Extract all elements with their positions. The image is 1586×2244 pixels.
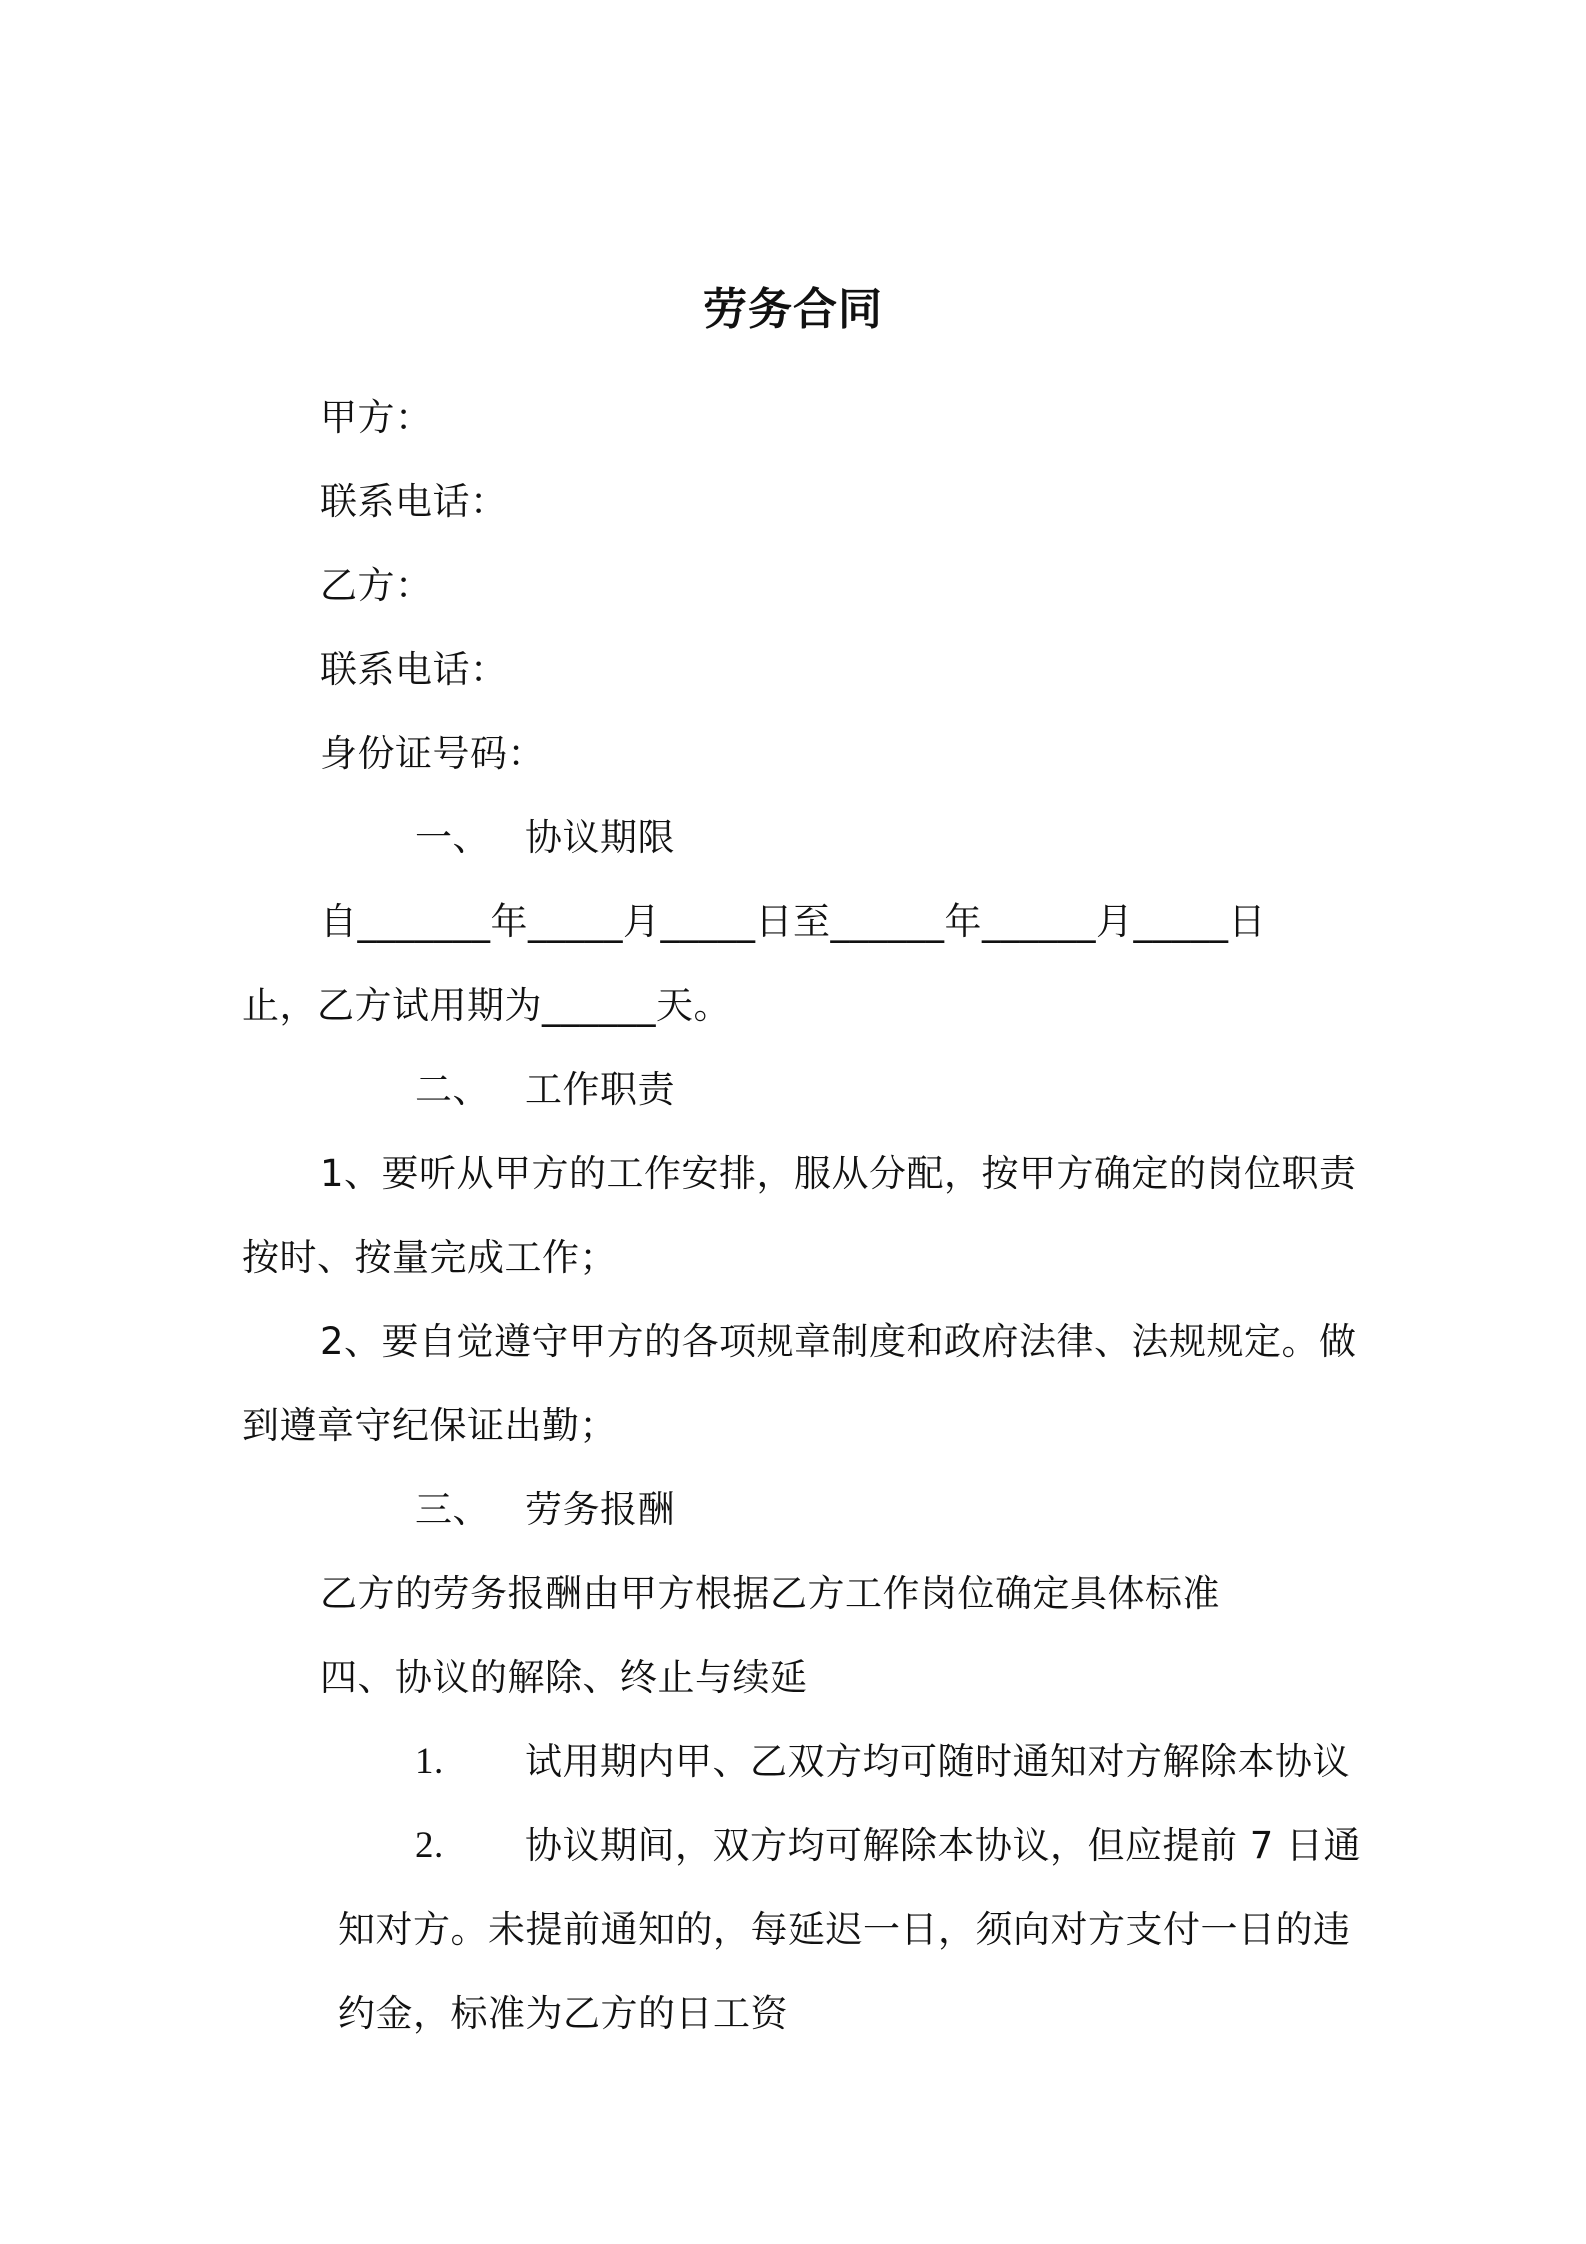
party-b-label: 乙方：	[320, 564, 433, 607]
document-title: 劳务合同	[703, 284, 883, 335]
section4-item1-number: 1.	[415, 1741, 444, 1782]
section3-body: 乙方的劳务报酬由甲方根据乙方工作岗位确定具体标准	[320, 1572, 1220, 1615]
section4-heading: 四、协议的解除、终止与续延	[320, 1656, 808, 1699]
section4-item1-text: 试用期内甲、乙双方均可随时通知对方解除本协议	[525, 1740, 1350, 1783]
section2-number: 二、	[415, 1068, 490, 1111]
section1-number: 一、	[415, 816, 490, 859]
section2-item1-line2: 按时、按量完成工作；	[242, 1236, 617, 1279]
party-a-label: 甲方：	[320, 396, 433, 439]
section3-heading: 劳务报酬	[525, 1488, 675, 1531]
section3-number: 三、	[415, 1488, 490, 1531]
section4-item2-line1: 协议期间，双方均可解除本协议，但应提前 7 日通	[525, 1824, 1362, 1867]
section2-item2-line2: 到遵章守纪保证出勤；	[242, 1404, 617, 1447]
section4-item2-line2: 知对方。未提前通知的，每延迟一日，须向对方支付一日的违	[338, 1908, 1351, 1951]
section4-item2-number: 2.	[415, 1825, 444, 1866]
section4-item2-line3: 约金，标准为乙方的日工资	[338, 1992, 788, 2035]
section2-heading: 工作职责	[525, 1068, 675, 1111]
section2-item1-line1: 1、要听从甲方的工作安排，服从分配，按甲方确定的岗位职责	[320, 1152, 1357, 1195]
party-b-id-label: 身份证号码：	[320, 732, 545, 775]
party-a-phone-label: 联系电话：	[320, 480, 508, 523]
section2-item2-line1: 2、要自觉遵守甲方的各项规章制度和政府法律、法规规定。做	[320, 1320, 1357, 1363]
section1-line2: 止，乙方试用期为______天。	[242, 984, 731, 1027]
section1-line1: 自_______年_____月_____日至______年______月_____日	[320, 900, 1266, 943]
section1-heading: 协议期限	[525, 816, 675, 859]
party-b-phone-label: 联系电话：	[320, 648, 508, 691]
